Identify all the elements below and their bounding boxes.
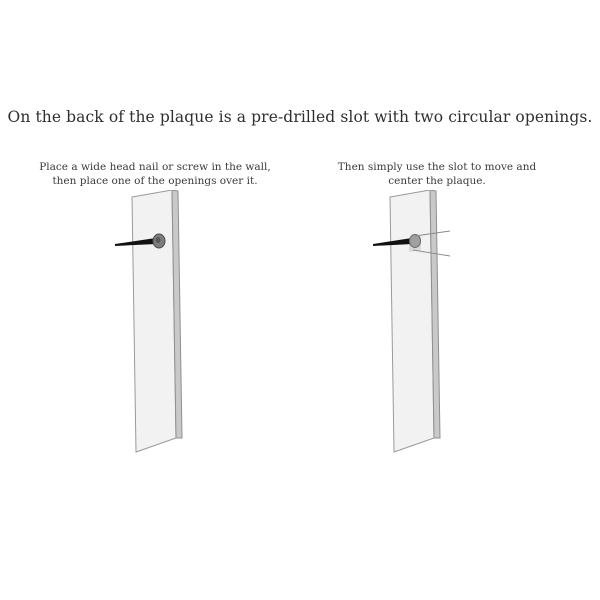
figure-right-caption-line-1: Then simply use the slot to move and xyxy=(337,161,537,173)
page-title: On the back of the plaque is a pre-drilled slot with two circular openings. xyxy=(7,108,593,126)
figure-left-caption-line-1: Place a wide head nail or screw in the wall, xyxy=(39,161,271,173)
nail-head-highlight-left xyxy=(156,237,161,243)
figure-right-drawing xyxy=(368,190,498,460)
figure-right-caption xyxy=(312,160,562,188)
figure-left-drawing xyxy=(110,190,230,460)
figure-right-caption-line-2: center the plaque. xyxy=(388,175,486,187)
plaque-face-left xyxy=(132,190,176,452)
plaque-face-right xyxy=(390,190,434,452)
figure-left-caption xyxy=(20,160,290,188)
nail-head-right xyxy=(410,235,421,248)
figure-right xyxy=(368,190,498,460)
figure-left-caption-line-2: then place one of the openings over it. xyxy=(52,175,258,187)
figure-left xyxy=(110,190,230,460)
